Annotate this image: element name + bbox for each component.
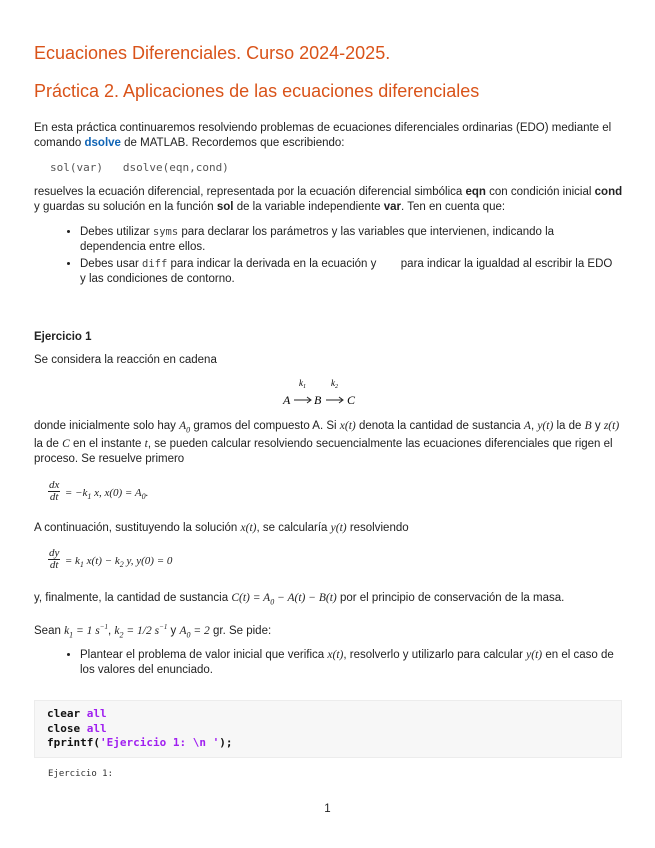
code-line-1: clear all <box>47 707 107 720</box>
desc-text: y guardas su solución en la función <box>34 201 214 213</box>
para-text: resolviendo <box>349 522 409 534</box>
math-yt: y(t) <box>526 649 543 661</box>
list-item <box>80 225 620 255</box>
para-text: y, finalmente, la cantidad de sustancia <box>34 592 229 604</box>
para-text: donde inicialmente solo hay <box>34 420 176 432</box>
paragraph-4: Sean $k_1 = 1$ $s^{-1}$, $k_2 = 1/2$ $s^{-1}$ y $A_0 = 2$ gr. Se pide: <box>34 623 272 640</box>
math-yt: y(t) <box>537 420 554 432</box>
eqn-term: eqn <box>465 186 486 198</box>
math-xt: x(t) <box>240 522 257 534</box>
code-output: Ejercicio 1: <box>48 769 114 779</box>
equation-1 <box>48 480 148 503</box>
dsolve-link[interactable]: dsolve <box>84 137 121 149</box>
paragraph-2 <box>34 521 624 536</box>
fraction-dy-dt: $\frac{dy}{dt}$ <box>49 547 60 571</box>
desc-text: . Ten en cuenta que: <box>401 201 506 213</box>
bullet-text: para indicar la derivada en la ecuación y <box>170 258 377 270</box>
code-example: sol(var) dsolve(eqn,cond) <box>50 161 229 174</box>
para-text: , se calcularía <box>256 522 328 534</box>
description-paragraph <box>34 185 624 215</box>
intro-paragraph <box>34 121 624 151</box>
k1-label: $k_1$ <box>299 378 306 390</box>
math-zt: z(t) <box>603 420 620 432</box>
eq2-rhs: = $k_1$ $x(t) - k_2$ y, y(0) = 0 <box>64 554 173 569</box>
para-text: gr. Se pide: <box>212 624 272 637</box>
para-text: la de <box>556 420 582 432</box>
notes-list <box>64 225 620 289</box>
page-number: 1 <box>324 803 331 815</box>
para-text: y <box>594 420 601 432</box>
reaction-diagram <box>270 376 390 410</box>
math-a0: $A_0 = 2$ <box>179 624 210 640</box>
eq1-rhs: = $-k_1$ x, $x(0) = A_0$. <box>64 486 149 501</box>
syms-code: syms <box>152 226 179 238</box>
math-c: C <box>62 438 70 451</box>
para-text: la de <box>34 438 59 451</box>
fraction-dx-dt: $\frac{dx}{dt}$ <box>49 479 60 503</box>
para-text: gramos del compuesto A. Si <box>193 420 337 432</box>
document-title: Ecuaciones Diferenciales. Curso 2024-2025. <box>34 43 391 63</box>
var-term: var <box>383 201 402 213</box>
para-text: , se pueden calcular resolviendo secuencialmente las ecuaciones diferenciales que rigen el proceso. Se resuelve primero <box>34 438 613 466</box>
equation-2 <box>48 548 172 571</box>
math-xt: x(t) <box>327 649 344 661</box>
cond-term: cond <box>594 186 623 198</box>
bullet-text: Plantear el problema de valor inicial que verifica <box>80 649 325 661</box>
paragraph-3 <box>34 591 624 609</box>
list-item <box>80 257 620 287</box>
chain-intro: Se considera la reacción en cadena <box>34 354 217 366</box>
math-a0: $A_0$ <box>179 420 191 435</box>
species-b: B <box>314 393 322 407</box>
task-list <box>64 648 620 680</box>
species-c: C <box>347 393 356 407</box>
desc-text: resuelves la ecuación diferencial, representada por la ecuación diferencial simbólica <box>34 186 463 198</box>
list-item <box>80 648 620 678</box>
math-xt: x(t) <box>339 420 356 432</box>
math-k1: $k_1 = 1$ $s^{-1}$ <box>64 623 109 640</box>
code-block[interactable] <box>34 700 622 758</box>
math-a: A <box>523 420 531 432</box>
bullet-text: Debes utilizar <box>80 226 150 238</box>
bullet-text: Debes usar <box>80 258 139 270</box>
bullet-text: para indicar la igualdad al escribir la EDO y las condiciones de contorno. <box>80 258 613 285</box>
code-line-3: fprintf('Ejercicio 1: \n '); <box>47 736 233 749</box>
desc-text: de la variable independiente <box>236 201 381 213</box>
paragraph-1: donde inicialmente solo hay $A_0$ gramos del compuesto A. Si x(t) denota la cantidad de sustancia A, y(t) la de B y z(t) la de C en el instante t, se pueden calcular resolviendo secuencialmente las ecuaciones diferenciales que rigen el proceso. Se resuelve primero <box>34 420 620 466</box>
math-b: B <box>584 420 592 432</box>
para-text: en el instante <box>73 438 142 451</box>
math-k2: $k_2 = 1/2$ $s^{-1}$ <box>114 623 168 640</box>
species-a: A <box>283 393 291 407</box>
bullet-text: en el caso de los valores del enunciado. <box>80 649 614 676</box>
desc-text: con condición inicial <box>489 186 592 198</box>
math-conservation: $C(t) = A_0 - A(t) - B(t)$ <box>231 592 337 607</box>
k2-label: $k_2$ <box>331 378 338 390</box>
code-line-2: close all <box>47 721 107 735</box>
practice-subtitle: Práctica 2. Aplicaciones de las ecuaciones diferenciales <box>34 81 480 101</box>
math-t: t <box>144 438 148 451</box>
para-text: Sean <box>34 624 61 637</box>
para-text: por el principio de conservación de la masa. <box>339 592 565 604</box>
para-text: denota la cantidad de sustancia <box>358 420 521 432</box>
bullet-text: para declarar los parámetros y las variables que intervienen, indicando la dependencia entre ellos. <box>80 226 555 253</box>
exercise-heading: Ejercicio 1 <box>34 331 92 343</box>
bullet-text: , resolverlo y utilizarlo para calcular <box>343 649 523 661</box>
para-text: y <box>170 624 177 637</box>
sol-term: sol <box>216 201 234 213</box>
intro-text-2: de MATLAB. Recordemos que escribiendo: <box>124 137 345 149</box>
diff-code: diff <box>142 258 168 270</box>
math-yt: y(t) <box>330 522 347 534</box>
intro-text-1: En esta práctica continuaremos resolviendo problemas de ecuaciones diferenciales ordinarias (EDO) mediante el comando <box>34 122 612 149</box>
para-text: A continuación, sustituyendo la solución <box>34 522 238 534</box>
